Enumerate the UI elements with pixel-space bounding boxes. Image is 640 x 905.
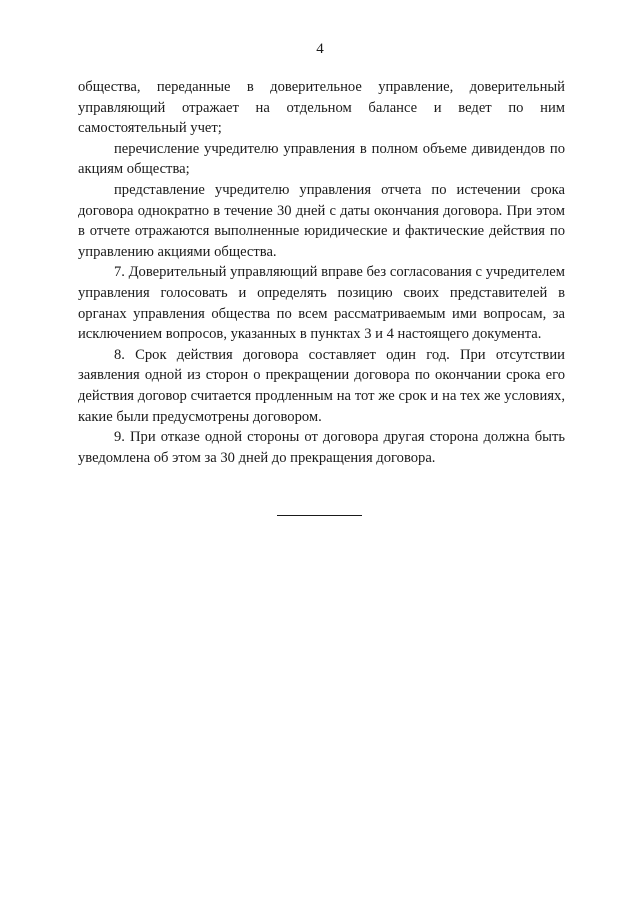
paragraph-dividends: перечисление учредителю управления в полном объеме дивидендов по акциям общества; [78,140,565,178]
end-of-document-rule [277,515,362,516]
paragraph-continuation: общества, переданные в доверительное управление, доверительный управляющий отражает на отдельном балансе и ведет по ним самостоятельный учет; [78,79,565,137]
paragraph-report: представление учредителю управления отчета по истечении срока договора однократно в течение 30 дней с даты окончания договора. При этом в отчете отражаются выполненные юридические и фактические действия по управлению акциями общества. [78,181,565,260]
paragraph-item-7: 7. Доверительный управляющий вправе без согласования с учредителем управления голосовать и определять позицию своих представителей в органах управления общества по всем рассматриваемым ими вопросам, за исключением вопросов, указанных в пунктах 3 и 4 настоящего документа. [78,264,565,343]
paragraph-item-9: 9. При отказе одной стороны от договора другая сторона должна быть уведомлена об этом за 30 дней до прекращения договора. [78,429,565,466]
paragraph-item-8: 8. Срок действия договора составляет один год. При отсутствии заявления одной из сторон о прекращении договора по окончании срока его действия договор считается продленным на тот же срок и на тех же условиях, какие были предусмотрены договором. [78,346,565,425]
document-body [78,77,565,468]
page-number: 4 [316,41,324,57]
